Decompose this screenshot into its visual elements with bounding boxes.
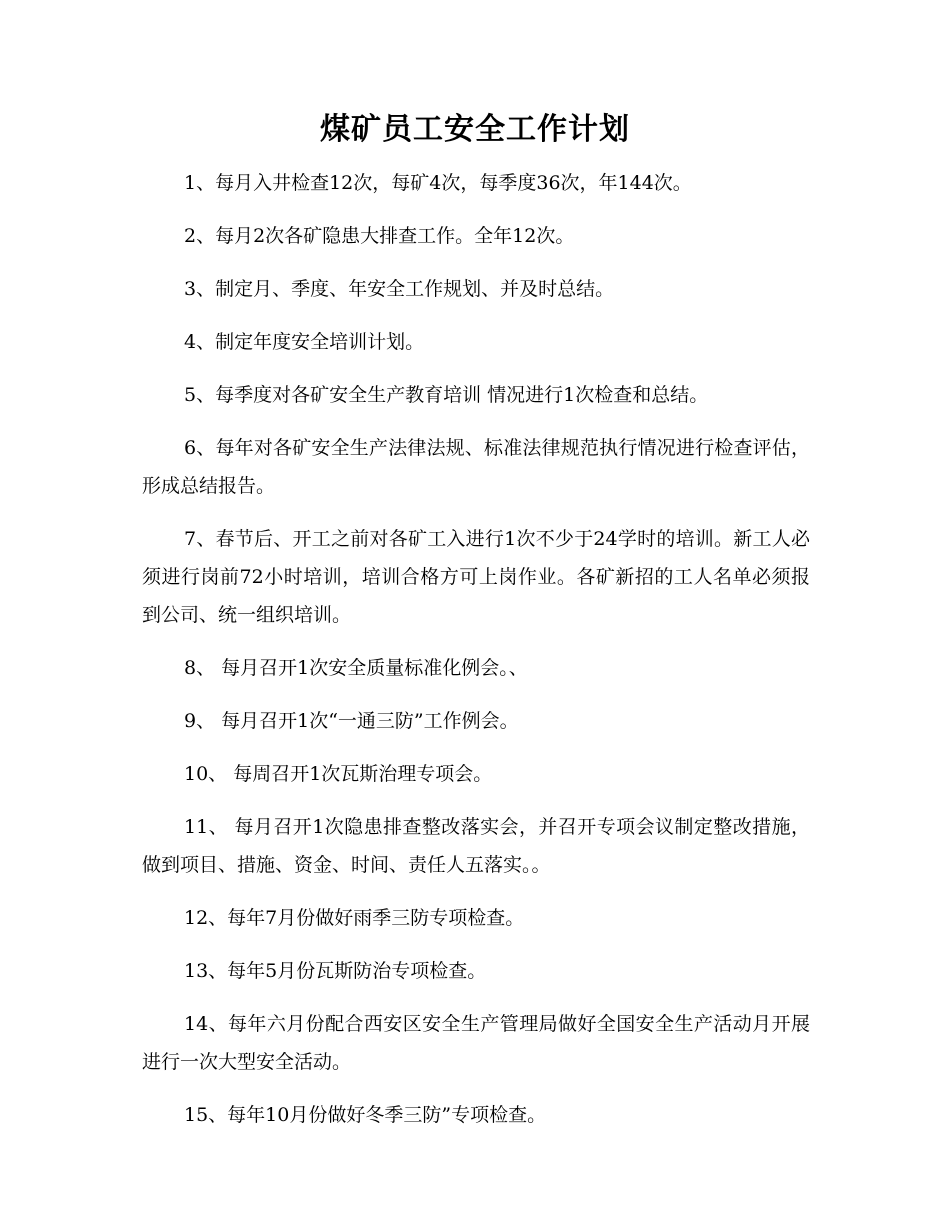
- plan-item-5: 5、每季度对各矿安全生产教育培训 情况进行1次检查和总结。: [184, 384, 709, 406]
- plan-item-1: 1、每月入井检查12次，每矿4次，每季度36次，年144次。: [184, 172, 692, 194]
- document-title: 煤矿员工安全工作计划: [320, 112, 630, 147]
- plan-item-10: 10、 每周召开1次瓦斯治理专项会。: [184, 763, 493, 785]
- plan-item-8: 8、 每月召开1次安全质量标准化例会。、: [184, 657, 528, 679]
- plan-item-2: 2、每月2次各矿隐患大排查工作。全年12次。: [184, 225, 575, 247]
- plan-item-6: 6、每年对各矿安全生产法律法规、标准法律规范执行情况进行检查评估，形成总结报告。: [142, 437, 810, 497]
- plan-item-4: 4、制定年度安全培训计划。: [184, 331, 425, 353]
- plan-item-9: 9、 每月召开1次“一通三防”工作例会。: [184, 710, 519, 732]
- plan-item-3: 3、制定月、季度、年安全工作规划、并及时总结。: [184, 278, 615, 300]
- document-body: [142, 164, 810, 1149]
- plan-item-15: 15、每年10月份做好冬季三防”专项检查。: [184, 1104, 547, 1126]
- plan-item-11: 11、 每月召开1次隐患排查整改落实会，并召开专项会议制定整改措施，做到项目、措施、资金、时间、责任人五落实。。: [142, 816, 810, 876]
- plan-item-13: 13、每年5月份瓦斯防治专项检查。: [184, 960, 487, 982]
- plan-item-12: 12、每年7月份做好雨季三防专项检查。: [184, 907, 525, 929]
- plan-item-7: 7、春节后、开工之前对各矿工入进行1次不少于24学时的培训。新工人必须进行岗前72小时培训，培训合格方可上岗作业。各矿新招的工人名单必须报到公司、统一组织培训。: [142, 528, 810, 626]
- plan-item-14: 14、每年六月份配合西安区安全生产管理局做好全国安全生产活动月开展进行一次大型安全活动。: [142, 1013, 810, 1073]
